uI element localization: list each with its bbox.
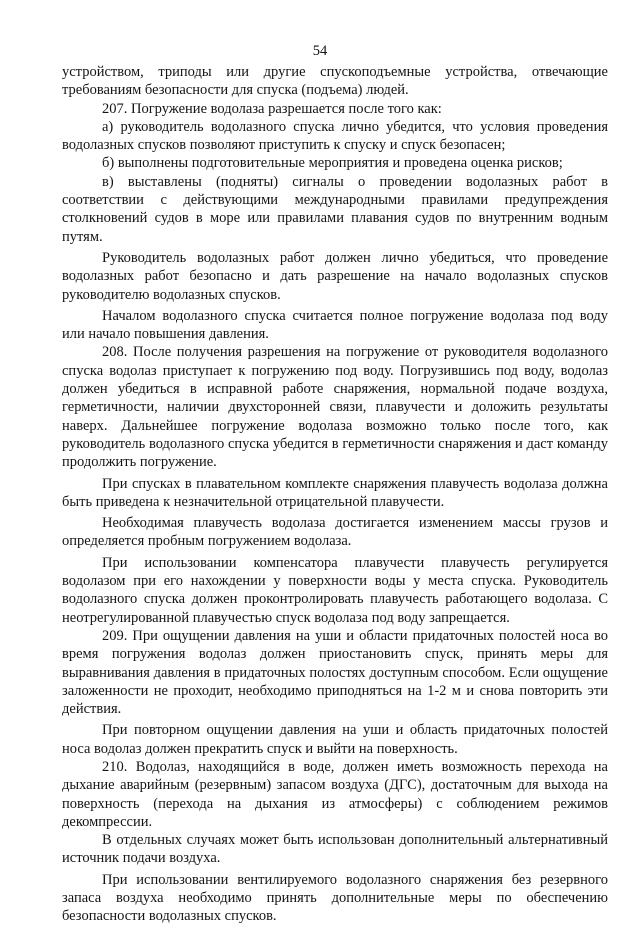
paragraph-209: 209. При ощущении давления на уши и области придаточных полостей носа во время погружения водолаз должен приостановить спуск, принять меры для выравнивания давления в придаточных полостях доступным способом. Если ощущение заложенности не проходит, необходимо приподняться на 1-2 м и снова повторить эти действия. xyxy=(62,627,608,718)
paragraph-buoyancy-compensator: При использовании компенсатора плавучести плавучесть регулируется водолазом при его нахождении у поверхности воды у места спуска. Руководитель водолазного спуска должен проконтролировать плавучесть работающего водолаза. С неотрегулированной плавучестью спуск водолаза под воду запрещается. xyxy=(62,554,608,626)
paragraph-208: 208. После получения разрешения на погружение от руководителя водолазного спуска водолаз приступает к погружению под воду. Погрузившись под воду, водолаз должен убедиться в исправной работе снаряжения, нормальной подаче воздуха, герметичности, наличии двухсторонней связи, плавучести и доложить результаты наверх. Дальнейшее погружение водолаза возможно только после того, как руководитель водолазного спуска убедится в герметичности снаряжения и даст команду продолжить погружение. xyxy=(62,344,608,471)
paragraph-dive-start: Началом водолазного спуска считается полное погружение водолаза под воду или начало повышения давления. xyxy=(62,307,608,343)
paragraph-207: 207. Погружение водолаза разрешается после того как: xyxy=(102,100,442,117)
page-number: 54 xyxy=(312,43,328,59)
document-body xyxy=(62,63,608,926)
paragraph-supervisor-check: Руководитель водолазных работ должен лично убедиться, что проведение водолазных работ безопасно и дать разрешение на начало водолазных спусков руководителю водолазных спусков. xyxy=(62,249,608,303)
paragraph-207-b: б) выполнены подготовительные мероприятия и проведена оценка рисков; xyxy=(102,155,563,172)
paragraph-buoyancy-swim: При спусках в плавательном комплекте снаряжения плавучесть водолаза должна быть приведена к незначительной отрицательной плавучести. xyxy=(62,475,608,510)
paragraph-207-a: а) руководитель водолазного спуска лично убедится, что условия проведения водолазных спусков позволяют приступить к спуску и спуск безопасен; xyxy=(62,118,608,154)
paragraph-continuation: устройством, триподы или другие спускоподъемные устройства, отвечающие требованиям безопасности для спуска (подъема) людей. xyxy=(62,64,608,99)
paragraph-210: 210. Водолаз, находящийся в воде, должен иметь возможность перехода на дыхание аварийным (резервным) запасом воздуха (ДГС), достаточным для выхода на поверхность (перехода на дыхания из атмосферы) с соблюдением режимов декомпрессии. xyxy=(62,758,608,830)
paragraph-alt-air: В отдельных случаях может быть использован дополнительный альтернативный источник подачи воздуха. xyxy=(62,832,608,867)
paragraph-buoyancy-weights: Необходимая плавучесть водолаза достигается изменением массы грузов и определяется пробным погружением водолаза. xyxy=(62,515,608,550)
paragraph-repeat-pressure: При повторном ощущении давления на уши и область придаточных полостей носа водолаз должен прекратить спуск и выйти на поверхность. xyxy=(62,722,608,757)
paragraph-207-v: в) выставлены (подняты) сигналы о проведении водолазных работ в соответствии с действующими международными правилами предупреждения столкновений судов в море или правилами плавания судов по внутренним водным путям. xyxy=(62,173,608,245)
paragraph-ventilated-gear: При использовании вентилируемого водолазного снаряжения без резервного запаса воздуха необходимо принять дополнительные меры по обеспечению безопасности водолазных спусков. xyxy=(62,871,608,925)
